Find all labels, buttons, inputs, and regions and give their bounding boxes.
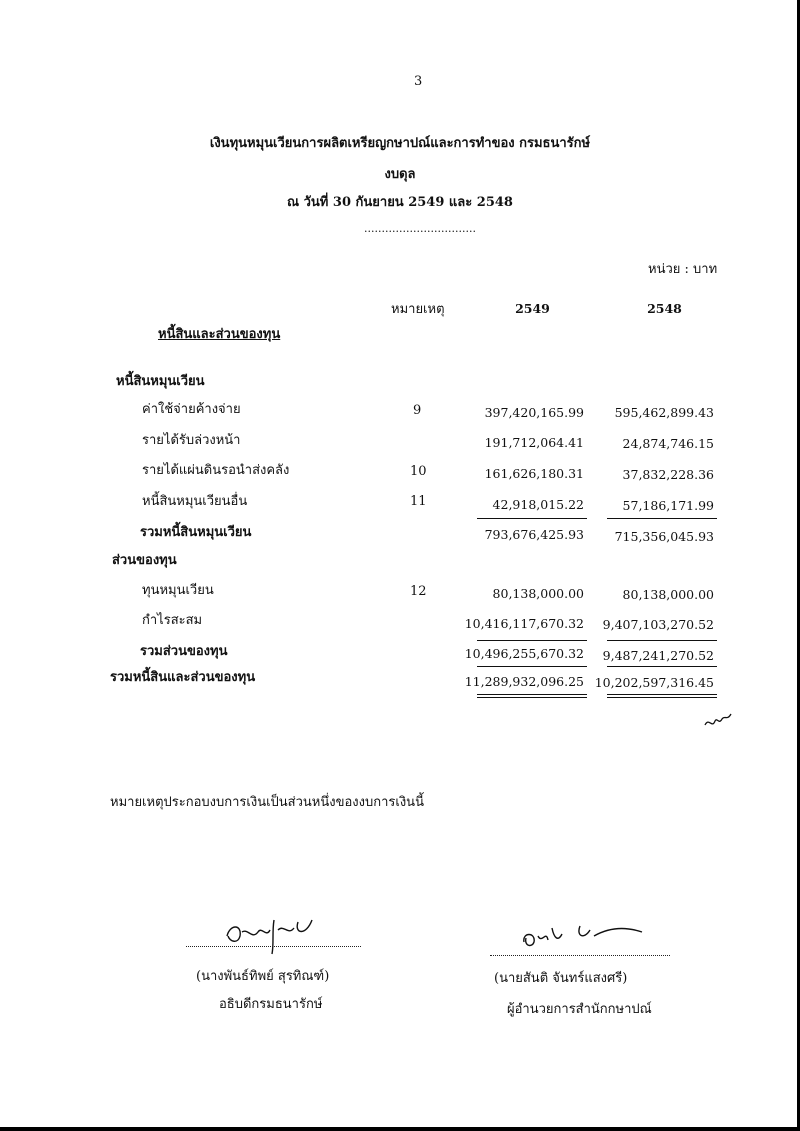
row-note: 10	[410, 464, 427, 479]
equity-total-2548: 9,487,241,270.52	[602, 648, 714, 663]
grand-total-2548: 10,202,597,316.45	[594, 675, 714, 690]
subtotal-rule-2549	[477, 518, 587, 519]
grand-total-2549: 11,289,932,096.25	[464, 674, 584, 689]
report-title: เงินทุนหมุนเวียนการผลิตเหรียญกษาปณ์และการทำของ กรมธนารักษ์	[209, 136, 591, 151]
equity-total-label: รวมส่วนของทุน	[140, 644, 228, 659]
grand-total-rule-2549	[477, 666, 587, 667]
row-label: รายได้แผ่นดินรอนำส่งคลัง	[142, 463, 290, 478]
unit-label: หน่วย : บาท	[648, 262, 718, 277]
value-2548: 595,462,899.43	[614, 405, 714, 420]
row-note: 12	[410, 584, 427, 599]
row-note: 9	[413, 403, 422, 418]
signature-2-line	[490, 955, 670, 956]
signature-1-mark	[222, 914, 332, 954]
signature-2-position: ผู้อำนวยการสำนักกษาปณ์	[507, 1002, 652, 1017]
value-2548: 37,832,228.36	[622, 467, 714, 482]
equity-rule-2548	[607, 640, 717, 641]
grand-total-double-rule-2549	[477, 694, 587, 698]
value-2548: 80,138,000.00	[622, 587, 714, 602]
value-2549: 10,416,117,670.32	[464, 616, 584, 631]
footnote: หมายเหตุประกอบงบการเงินเป็นส่วนหนึ่งของงบการเงินนี้	[110, 795, 424, 810]
row-label: รายได้รับล่วงหน้า	[142, 433, 241, 448]
value-2549: 161,626,180.31	[484, 466, 584, 481]
signature-2-mark	[518, 916, 648, 956]
row-label: หนี้สินหมุนเวียนอื่น	[142, 494, 248, 509]
equity-heading: ส่วนของทุน	[112, 553, 177, 568]
current-liabilities-total-label: รวมหนี้สินหมุนเวียน	[140, 525, 252, 540]
row-note: 11	[410, 494, 427, 509]
row-label: ค่าใช้จ่ายค้างจ่าย	[142, 402, 241, 417]
grand-total-double-rule-2548	[607, 694, 717, 698]
grand-total-rule-2548	[607, 666, 717, 667]
report-date: ณ วันที่ 30 กันยายน 2549 และ 2548	[287, 195, 513, 210]
current-liabilities-total-2548: 715,356,045.93	[614, 529, 714, 544]
equity-rule-2549	[477, 640, 587, 641]
row-label: ทุนหมุนเวียน	[142, 583, 214, 598]
year-2549-header: 2549	[515, 301, 550, 316]
year-2548-header: 2548	[647, 301, 682, 316]
signature-1-position: อธิบดีกรมธนารักษ์	[219, 997, 323, 1012]
equity-total-2549: 10,496,255,670.32	[464, 646, 584, 661]
value-2549: 42,918,015.22	[492, 497, 584, 512]
signature-1-line	[186, 946, 361, 947]
grand-total-label: รวมหนี้สินและส่วนของทุน	[110, 670, 256, 685]
value-2549: 191,712,064.41	[484, 435, 584, 450]
initials-mark	[703, 711, 733, 731]
current-liabilities-total-2549: 793,676,425.93	[484, 527, 584, 542]
current-liabilities-heading: หนี้สินหมุนเวียน	[116, 374, 205, 389]
value-2548: 9,407,103,270.52	[602, 617, 714, 632]
report-subtitle: งบดุล	[384, 167, 416, 182]
header-separator: ................................	[364, 222, 476, 235]
signature-2-name: (นายสันติ จันทร์แสงศรี)	[494, 971, 628, 986]
page-number: 3	[414, 74, 423, 89]
value-2549: 80,138,000.00	[492, 586, 584, 601]
section-title: หนี้สินและส่วนของทุน	[158, 327, 281, 342]
note-column-header: หมายเหตุ	[391, 302, 445, 317]
signature-1-name: (นางพันธ์ทิพย์ สุรทิณฑ์)	[196, 969, 330, 984]
value-2548: 24,874,746.15	[622, 436, 714, 451]
value-2548: 57,186,171.99	[622, 498, 714, 513]
row-label: กำไรสะสม	[142, 613, 203, 628]
value-2549: 397,420,165.99	[484, 405, 584, 420]
subtotal-rule-2548	[607, 518, 717, 519]
